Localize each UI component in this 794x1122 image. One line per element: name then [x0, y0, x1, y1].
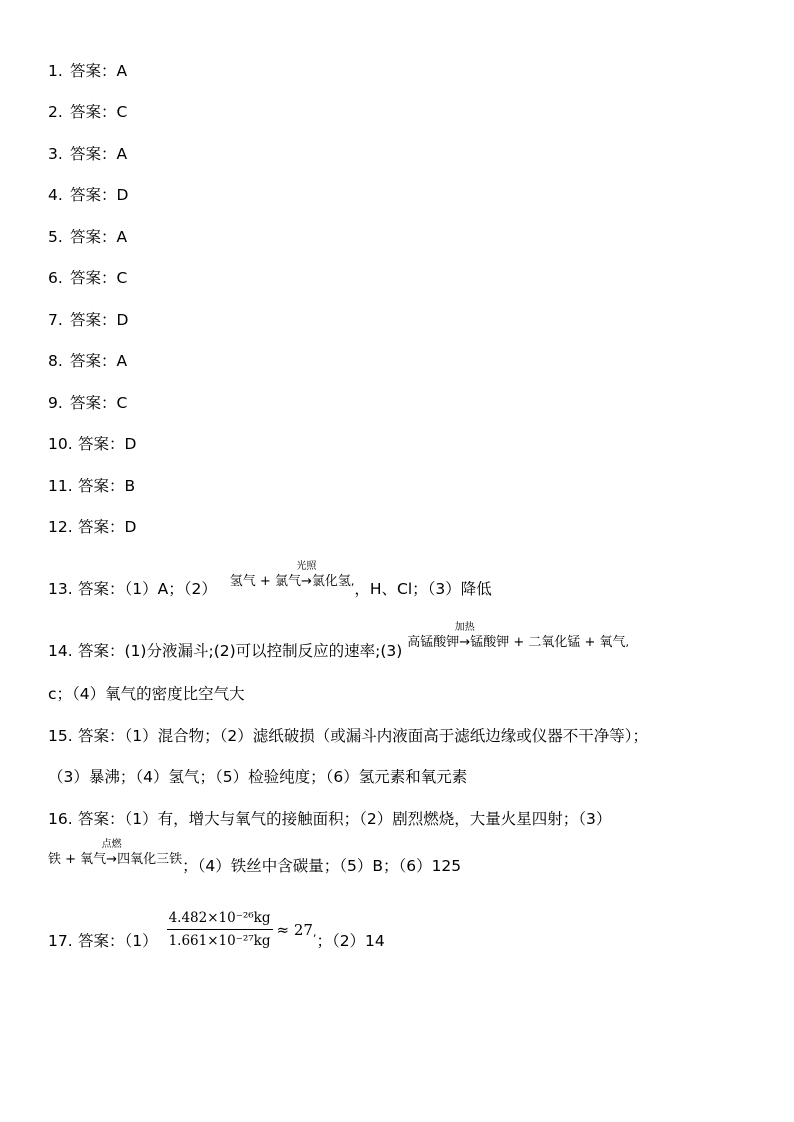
- answer-label: 答案：: [78, 727, 125, 745]
- answer-label: 答案：: [78, 642, 125, 660]
- answer-part: ；（4）铁丝中含碳量；（5）B；（6）125: [182, 857, 462, 875]
- answer-label: 答案：: [70, 62, 117, 80]
- answer-label: 答案：: [70, 145, 117, 163]
- chemical-equation: [407, 621, 630, 653]
- equation-products: 锰酸钾 + 二氧化锰 + 氧气: [470, 634, 626, 650]
- answer-part: ，H、Cl；（3）降低: [354, 580, 492, 598]
- reaction-condition-arrow: [454, 621, 475, 653]
- reaction-condition: 加热: [454, 621, 475, 633]
- answer-label: 答案：: [70, 311, 117, 329]
- answer-line-16-cont: [48, 838, 462, 877]
- fraction: [167, 908, 273, 951]
- answer-line-14-cont: [48, 684, 245, 704]
- question-number: 4.: [48, 186, 63, 204]
- answer-label: 答案：: [70, 103, 117, 121]
- answer-label: 答案：: [70, 269, 117, 287]
- equation-comma: ,: [625, 635, 630, 649]
- answer-line-3: [48, 144, 127, 164]
- answer-line-7: [48, 310, 128, 330]
- answer-value: C: [116, 394, 128, 412]
- answer-value: A: [116, 145, 128, 163]
- arrow-icon: →: [459, 634, 471, 650]
- answer-value: A: [116, 62, 128, 80]
- answer-value: A: [116, 352, 128, 370]
- question-number: 10.: [48, 435, 73, 453]
- answer-line-16: [48, 809, 611, 829]
- answer-part: （3）暴沸；（4）氢气；（5）检验纯度；（6）氢元素和氧元素: [48, 768, 468, 786]
- question-number: 16.: [48, 810, 73, 828]
- answer-value: D: [116, 311, 129, 329]
- answer-value: D: [116, 186, 129, 204]
- answer-label: 答案：: [78, 580, 125, 598]
- question-number: 17.: [48, 932, 73, 950]
- answer-line-15: [48, 726, 648, 746]
- answer-value: A: [116, 228, 128, 246]
- answer-line-11: [48, 476, 135, 496]
- answer-label: 答案：: [78, 518, 125, 536]
- answer-label: 答案：: [78, 810, 125, 828]
- answer-part: ；（2）14: [316, 932, 385, 950]
- question-number: 12.: [48, 518, 73, 536]
- answer-value: D: [124, 435, 137, 453]
- answer-line-4: [48, 185, 128, 205]
- answer-line-15-cont: [48, 767, 467, 787]
- answer-part: （1）: [124, 932, 158, 950]
- question-number: 6.: [48, 269, 63, 287]
- approx-result: ≈ 27: [276, 920, 313, 939]
- question-number: 2.: [48, 103, 63, 121]
- question-number: 8.: [48, 352, 63, 370]
- answer-part: （1）A；（2）: [124, 580, 217, 598]
- equation-products: 氯化氢: [311, 573, 351, 589]
- equation-reactants: 铁 + 氧气: [48, 851, 107, 867]
- answer-label: 答案：: [70, 228, 117, 246]
- question-number: 15.: [48, 727, 73, 745]
- answer-label: 答案：: [70, 352, 117, 370]
- answer-line-2: [48, 102, 127, 122]
- equation-comma: ,: [350, 574, 355, 588]
- answer-label: 答案：: [78, 932, 125, 950]
- reaction-condition: 光照: [296, 560, 317, 572]
- answer-part: c；（4）氧气的密度比空气大: [48, 685, 245, 703]
- equation-reactants: 氢气 + 氯气: [229, 573, 301, 589]
- answer-label: 答案：: [70, 394, 117, 412]
- answer-label: 答案：: [78, 435, 125, 453]
- equation-products: 四氧化三铁: [117, 851, 183, 867]
- equation-reactants: 高锰酸钾: [407, 634, 460, 650]
- answer-value: C: [116, 269, 128, 287]
- answer-line-9: [48, 393, 127, 413]
- question-number: 7.: [48, 311, 63, 329]
- arrow-icon: →: [106, 851, 118, 867]
- question-number: 14.: [48, 642, 73, 660]
- chemical-equation: [48, 838, 183, 870]
- answer-part: （1）有，增大与氧气的接触面积；（2）剧烈燃烧，大量火星四射；（3）: [124, 810, 612, 828]
- approx-comma: ,: [312, 926, 317, 939]
- question-number: 11.: [48, 477, 73, 495]
- answer-value: D: [124, 518, 137, 536]
- answer-value: B: [124, 477, 136, 495]
- answer-line-6: [48, 268, 127, 288]
- answer-line-13: [48, 560, 492, 600]
- answer-line-10: [48, 434, 136, 454]
- question-number: 9.: [48, 394, 63, 412]
- answer-line-12: [48, 517, 136, 537]
- arrow-icon: →: [300, 573, 312, 589]
- answer-part: （1）混合物；（2）滤纸破损（或漏斗内液面高于滤纸边缘或仪器不干净等）；: [124, 727, 648, 745]
- answer-line-8: [48, 351, 127, 371]
- answer-line-17: [48, 910, 385, 963]
- fraction-denominator: 1.661×10⁻²⁷kg: [168, 933, 271, 949]
- answer-label: 答案：: [70, 186, 117, 204]
- answer-part: (1)分液漏斗;(2)可以控制反应的速率;(3): [124, 642, 403, 660]
- fraction-numerator: 4.482×10⁻²⁶kg: [167, 908, 273, 930]
- answer-value: C: [116, 103, 128, 121]
- answer-line-14: [48, 621, 630, 662]
- question-number: 13.: [48, 580, 73, 598]
- answer-line-1: [48, 61, 127, 81]
- reaction-condition-arrow: [101, 838, 122, 870]
- reaction-condition: 点燃: [101, 838, 122, 850]
- question-number: 1.: [48, 62, 63, 80]
- question-number: 5.: [48, 228, 63, 246]
- question-number: 3.: [48, 145, 63, 163]
- answer-label: 答案：: [78, 477, 125, 495]
- reaction-condition-arrow: [296, 560, 317, 592]
- answer-line-5: [48, 227, 127, 247]
- chemical-equation: [229, 560, 355, 592]
